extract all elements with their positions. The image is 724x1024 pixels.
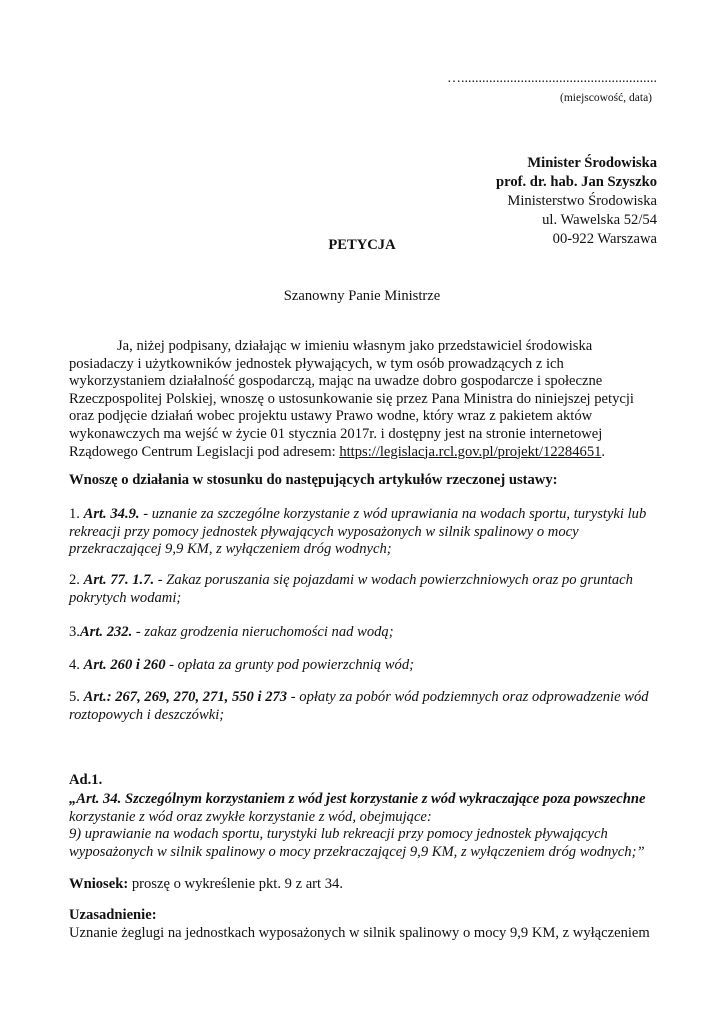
intro-line: Ja, niżej podpisany, działając w imieniu własnym jako przedstawiciel środowiska — [117, 338, 593, 354]
quote-line-text: „Art. 34. Szczególnym korzystaniem z wód jest korzystanie z wód wykraczające poza powszechne — [69, 791, 646, 807]
rcl-project-link[interactable]: https://legislacja.rcl.gov.pl/projekt/12284651 — [339, 443, 602, 460]
item-text: - opłata za grunty pod powierzchnią wód; — [165, 657, 414, 673]
intro-line: posiadaczy i użytkowników jednostek pływających, w tym osób prowadzących z ich — [69, 355, 564, 372]
item-number: 3. — [69, 624, 80, 640]
item-text: pokrytych wodami; — [69, 589, 182, 606]
item-article: Art. 34.9. — [83, 506, 140, 522]
addressee-block — [496, 154, 657, 249]
item-text: rekreacji przy pomocy jednostek pływających wyposażonych w silnik spalinowy o mocy — [69, 523, 579, 540]
greeting: Szanowny Panie Ministrze — [283, 288, 441, 304]
item-number: 4. — [69, 657, 84, 673]
list-item — [69, 624, 669, 642]
item-number: 5. — [69, 689, 84, 705]
item-article: Art. 232. — [79, 624, 133, 640]
addressee-name: prof. dr. hab. Jan Szyszko — [496, 174, 657, 190]
list-item — [69, 506, 669, 559]
section-heading: Wnoszę o działania w stosunku do następujących artykułów rzeczonej ustawy: — [69, 472, 558, 488]
intro-line-last — [69, 444, 659, 462]
addressee-city: 00-922 Warszawa — [552, 231, 657, 247]
item-number: 1. — [69, 506, 84, 522]
intro-line: wykorzystaniem działalność gospodarczą, mając na uwadze dobro gospodarcze i społeczne — [69, 373, 603, 390]
ad1-label: Ad.1. — [69, 772, 103, 788]
request-text: proszę o wykreślenie pkt. 9 z art 34. — [128, 876, 343, 892]
request-label: Wniosek: — [69, 876, 129, 892]
intro-paragraph — [69, 338, 659, 461]
item-text: - uznanie za szczególne korzystanie z wód uprawiania na wodach sportu, turystyki lub — [139, 506, 647, 522]
list-item — [69, 689, 669, 724]
justification-label: Uzasadnienie: — [69, 907, 157, 923]
quote-line — [69, 791, 669, 809]
justification-text: Uznanie żeglugi na jednostkach wyposażonych w silnik spalinowy o mocy 9,9 KM, z wyłączeniem — [69, 925, 650, 941]
intro-line-text: Rządowego Centrum Legislacji pod adresem: — [69, 443, 340, 460]
item-article: Art.: 267, 269, 270, 271, 550 i 273 — [83, 689, 288, 705]
document-title: PETYCJA — [328, 237, 396, 253]
quote-line: wyposażonych w silnik spalinowy o mocy przekraczającej 9,9 KM, z wyłączeniem dróg wodnych;” — [69, 843, 645, 860]
item-article: Art. 77. 1.7. — [83, 572, 155, 588]
place-date-caption: (miejscowość, data) — [560, 92, 652, 104]
intro-line: Rzeczpospolitej Polskiej, wnoszę o ustosunkowanie się przez Pana Ministra do niniejszej petycji — [69, 390, 634, 407]
place-date-dots: …........................................................ — [447, 71, 657, 86]
item-text: - zakaz grodzenia nieruchomości nad wodą; — [132, 624, 394, 640]
addressee-ministry: Ministerstwo Środowiska — [507, 193, 657, 209]
item-text: roztopowych i deszczówki; — [69, 706, 225, 723]
intro-line: wykonawczych ma wejść w życie 01 stycznia 2017r. i dostępny jest na stronie internetowej — [69, 425, 603, 442]
intro-line-end: . — [601, 443, 606, 460]
item-number: 2. — [69, 572, 84, 588]
item-text: przekraczającej 9,9 KM, z wyłączeniem dróg wodnych; — [69, 541, 392, 558]
request-line — [69, 876, 343, 894]
item-text: - opłaty za pobór wód podziemnych oraz odprowadzenie wód — [287, 689, 649, 705]
item-article: Art. 260 i 260 — [83, 657, 166, 673]
addressee-street: ul. Wawelska 52/54 — [542, 212, 657, 228]
intro-line: oraz podjęcie działań wobec projektu ustawy Prawo wodne, który wraz z pakietem aktów — [69, 408, 593, 425]
item-text: - Zakaz poruszania się pojazdami w wodach powierzchniowych oraz po gruntach — [154, 572, 633, 588]
quote-line: 9) uprawianie na wodach sportu, turystyki lub rekreacji przy pomocy jednostek pływających — [69, 826, 608, 843]
list-item — [69, 657, 669, 675]
quote-line: korzystanie z wód oraz zwykłe korzystanie z wód, obejmujące: — [69, 808, 432, 825]
addressee-title: Minister Środowiska — [527, 155, 657, 171]
ad1-quote — [69, 791, 669, 861]
list-item — [69, 572, 669, 607]
